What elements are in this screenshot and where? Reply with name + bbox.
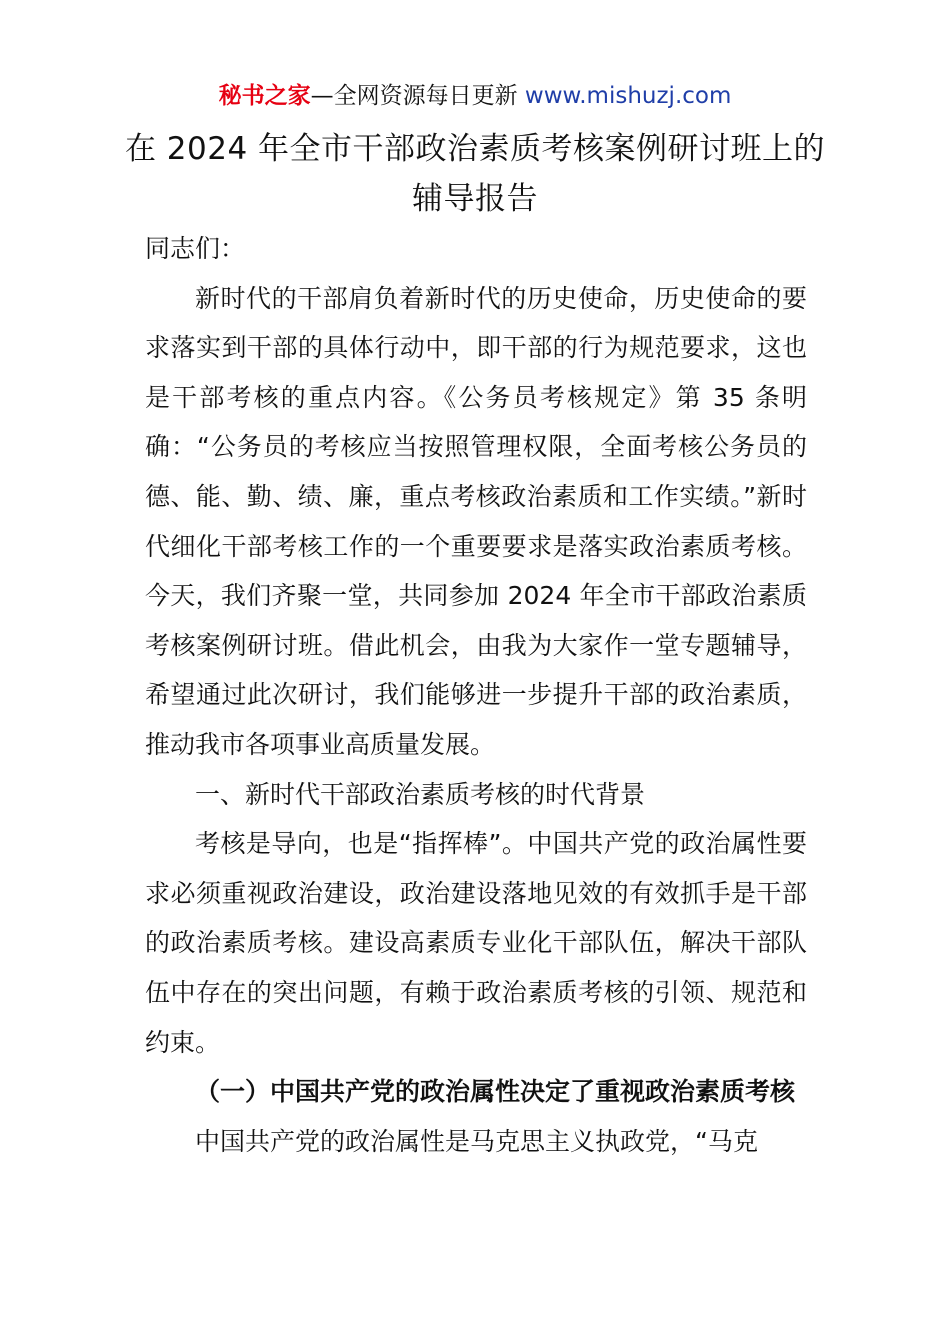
document-body <box>145 224 807 1166</box>
site-brand: 秘书之家 <box>218 83 311 109</box>
site-tagline: —全网资源每日更新 <box>310 83 525 109</box>
subsection-paragraph: 中国共产党的政治属性是马克思主义执政党，“马克 <box>195 1126 758 1156</box>
document-title: 在 2024 年全市干部政治素质考核案例研讨班上的辅导报告 <box>124 131 826 217</box>
intro-paragraph: 新时代的干部肩负着新时代的历史使命，历史使命的要求落实到干部的具体行动中，即干部的行为规范要求，这也是干部考核的重点内容。《公务员考核规定》第 35 条明确：“公务员的考核应当按照管理权限，全面考核公务员的德、能、勤、绩、廉，重点考核政治素质和工作实绩。”新时代细化干部考核工作的一个重要要求是落实政治素质考核。今天，我们齐聚一堂，共同参加 2024 年全市干部政治素质考核案例研讨班。借此机会，由我为大家作一堂专题辅导，希望通过此次研讨，我们能够进一步提升干部的政治素质，推动我市各项事业高质量发展。 <box>145 283 807 759</box>
section-paragraph: 考核是导向，也是“指挥棒”。中国共产党的政治属性要求必须重视政治建设，政治建设落地见效的有效抓手是干部的政治素质考核。建设高素质专业化干部队伍，解决干部队伍中存在的突出问题，有赖于政治素质考核的引领、规范和约束。 <box>145 829 807 1057</box>
salutation: 同志们： <box>145 234 246 263</box>
subsection-heading-1: （一）中国共产党的政治属性决定了重视政治素质考核 <box>195 1077 796 1107</box>
site-url-link[interactable]: www.mishuzj.com <box>524 83 732 109</box>
section-heading-1: 一、新时代干部政治素质考核的时代背景 <box>195 779 646 809</box>
site-header <box>0 78 950 114</box>
